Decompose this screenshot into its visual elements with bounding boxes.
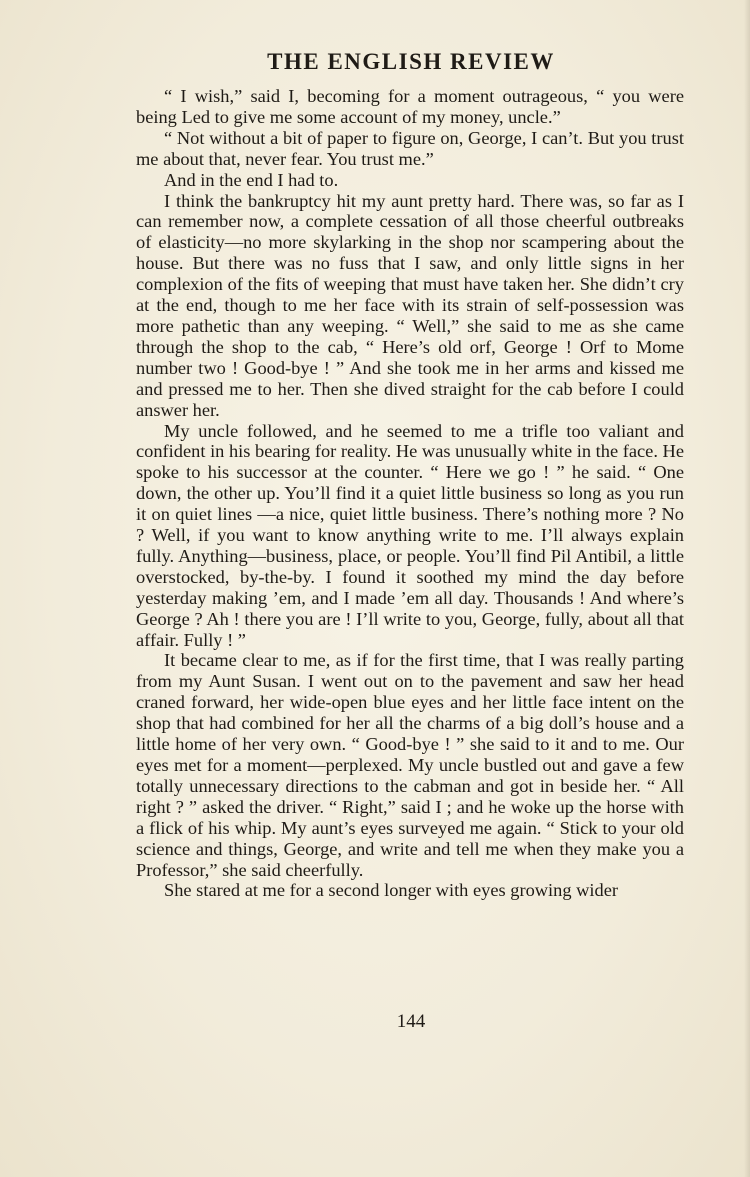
- body-text: [136, 86, 684, 901]
- paragraph: And in the end I had to.: [164, 169, 339, 190]
- running-head: THE ENGLISH REVIEW: [267, 49, 555, 74]
- paragraph: I think the bankruptcy hit my aunt pretty hard. There was, so far as I can remember now, a complete cessation of all those cheerful outbreaks of elasticity—no more skylarking in the shop nor scampering about the house. But there was no fuss that I saw, and only little signs in her complexion of the fits of weeping that must have taken her. She didn’t cry at the end, though to me her face with its strain of self-possession was more pathetic than any weeping. “ Well,” she said to me as she came through the shop to the cab, “ Here’s old orf, George ! Orf to Mome number two ! Good-bye ! ” And she took me in her arms and kissed me and pressed me to her. Then she dived straight for the cab before I could answer her.: [136, 190, 684, 420]
- page-number: 144: [396, 1011, 426, 1032]
- page-edge-shadow: [744, 0, 750, 1177]
- paragraph: My uncle followed, and he seemed to me a trifle too valiant and confident in his bearing for reality. He was unusually white in the face. He spoke to his successor at the counter. “ Here we go ! ” he said. “ One down, the other up. You’ll find it a quiet little business so long as you run it on quiet lines —a nice, quiet little business. There’s nothing more ? No ? Well, if you want to know anything write to me. I’ll always explain fully. Anything—business, place, or people. You’ll find Pil Antibil, a little overstocked, by-the-by. I found it soothed my mind the day before yesterday making ’em, and I made ’em all day. Thousands ! And where’s George ? Ah ! there you are ! I’ll write to you, George, fully, about all that affair. Fully ! ”: [136, 420, 684, 650]
- paragraph: It became clear to me, as if for the first time, that I was really parting from my Aunt Susan. I went out on to the pavement and saw her head craned forward, her wide-open blue eyes and her little face intent on the shop that had combined for her all the charms of a big doll’s house and a little home of her very own. “ Good-bye ! ” she said to it and to me. Our eyes met for a moment—perplexed. My uncle bustled out and gave a few totally unnecessary directions to the cabman and got in beside her. “ All right ? ” asked the driver. “ Right,” said I ; and he woke up the horse with a flick of his whip. My aunt’s eyes surveyed me again. “ Stick to your old science and things, George, and write and tell me when they make you a Professor,” she said cheerfully.: [136, 650, 684, 880]
- paragraph: “ I wish,” said I, becoming for a moment outrageous, “ you were being Led to give me some account of my money, uncle.”: [136, 86, 684, 127]
- paragraph: She stared at me for a second longer with eyes growing wider: [164, 880, 619, 901]
- paragraph: “ Not without a bit of paper to figure on, George, I can’t. But you trust me about that, never fear. You trust me.”: [136, 127, 684, 169]
